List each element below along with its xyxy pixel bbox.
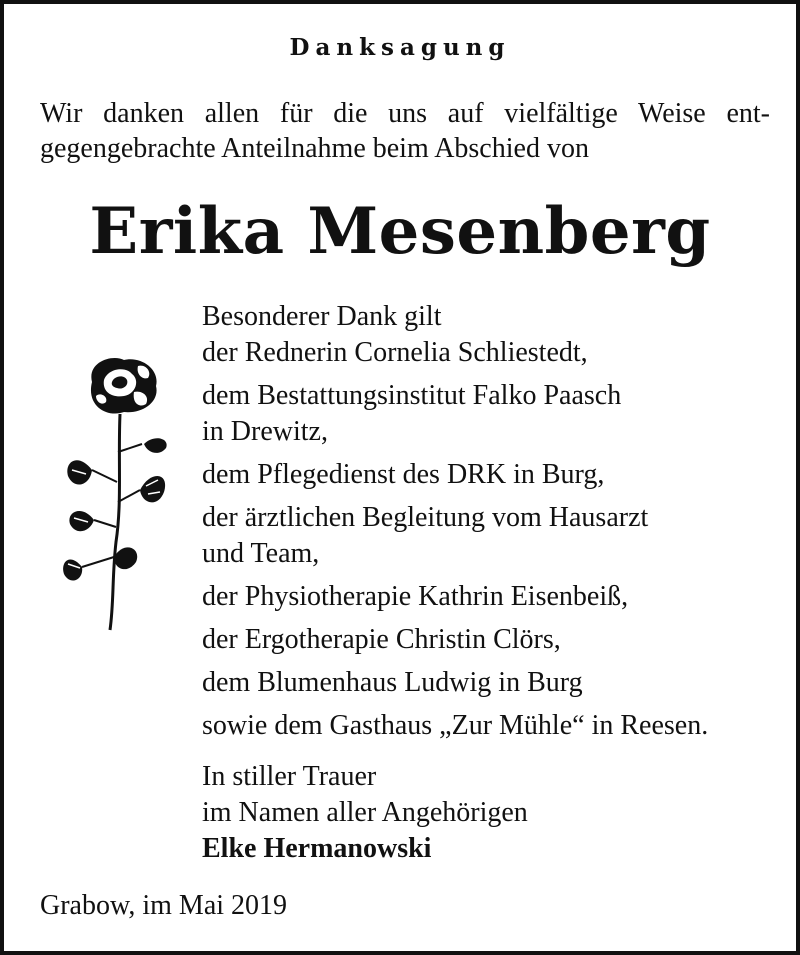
thanks-item: [202, 665, 792, 701]
heading-danksagung: Danksagung: [289, 34, 511, 61]
thanks-line: dem Bestattungsinstitut Falko Paasch: [202, 380, 622, 411]
thanks-line: sowie dem Gasthaus „Zur Mühle“ in Reesen.: [202, 710, 709, 741]
thanks-line: der Physiotherapie Kathrin Eisenbeiß,: [202, 581, 629, 612]
intro-text: [40, 96, 770, 166]
rose-icon: [62, 352, 172, 637]
closing-line-1: In stiller Trauer: [202, 761, 377, 792]
thanks-item: [202, 299, 792, 371]
thanks-list: [202, 299, 792, 751]
thanks-item: [202, 708, 792, 744]
thanks-line: Besonderer Dank gilt: [202, 301, 442, 332]
thanks-item: [202, 378, 792, 450]
thanks-item: [202, 500, 792, 572]
intro-line-1: Wir danken allen für die uns auf vielfältige Weise ent-: [40, 98, 770, 129]
place-date: Grabow, im Mai 2019: [40, 890, 288, 921]
thanks-line: der Ergotherapie Christin Clörs,: [202, 624, 561, 655]
thanks-line: der Rednerin Cornelia Schliestedt,: [202, 337, 588, 368]
thanks-line: und Team,: [202, 538, 320, 569]
thanks-item: [202, 457, 792, 493]
thanks-line: dem Blumenhaus Ludwig in Burg: [202, 667, 583, 698]
intro-line-2: gegengebrachte Anteilnahme beim Abschied von: [40, 133, 589, 164]
thanks-item: [202, 622, 792, 658]
closing-line-2: im Namen aller Angehörigen: [202, 797, 528, 828]
thanks-line: in Drewitz,: [202, 416, 328, 447]
closing-block: [202, 759, 762, 867]
signer-name: Elke Hermanowski: [202, 833, 432, 864]
thanks-item: [202, 579, 792, 615]
thanks-line: der ärztlichen Begleitung vom Hausarzt: [202, 502, 649, 533]
deceased-name: Erika Mesenberg: [89, 194, 711, 269]
thanks-line: dem Pflegedienst des DRK in Burg,: [202, 459, 605, 490]
